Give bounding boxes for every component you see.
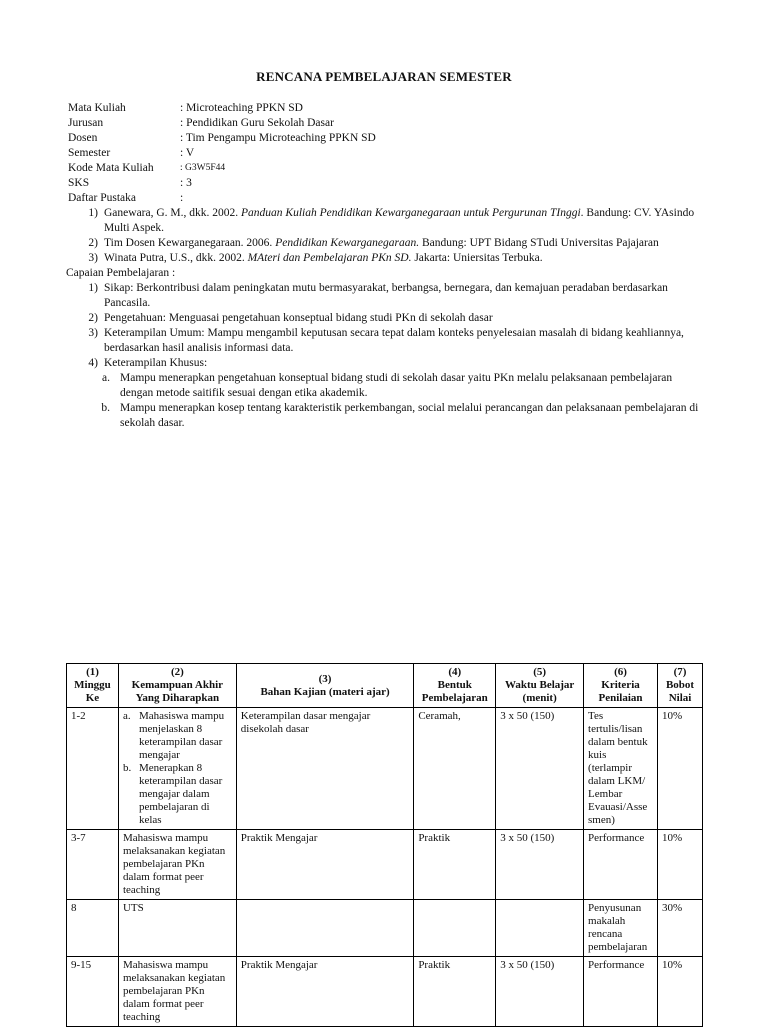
cell-kemampuan: Mahasiswa mampu melaksanakan kegiatan pembelajaran PKn dalam format peer teaching: [118, 957, 236, 1027]
list-letter: b.: [122, 762, 132, 774]
reference-list: [68, 206, 708, 266]
capaian-text: Keterampilan Umum: Mampu mengambil keputusan secara tepat dalam konteks penyelesaian masalah di bidang keahliannya, berdasarkan hasil analisis informasi data.: [104, 327, 684, 354]
cell-bentuk: Ceramah,: [414, 708, 496, 830]
cell-bahan: [236, 900, 414, 957]
course-info: [68, 101, 708, 431]
cell-bahan: Praktik Mengajar: [236, 830, 414, 900]
cell-kriteria: Penyusunan makalah rencana pembelajaran: [584, 900, 658, 957]
info-row: [68, 161, 708, 176]
cell-minggu: 3-7: [67, 830, 119, 900]
column-header: (4) Bentuk Pembelajaran: [414, 664, 496, 708]
column-header: (1) Minggu Ke: [67, 664, 119, 708]
cell-bobot: 10%: [658, 708, 703, 830]
reference-item: [68, 236, 708, 251]
info-row: [68, 191, 708, 206]
reference-text: [104, 251, 708, 266]
info-label: Dosen: [68, 132, 98, 144]
reference-text: [104, 236, 708, 251]
reference-book-title: MAteri dan Pembelajaran PKn SD.: [247, 252, 412, 264]
cell-bobot: 10%: [658, 830, 703, 900]
column-header: (2) Kemampuan Akhir Yang Diharapkan: [118, 664, 236, 708]
capaian-text: Pengetahuan: Menguasai pengetahuan konseptual bidang studi PKn di sekolah dasar: [104, 312, 493, 324]
table-header-row: [67, 664, 703, 708]
column-header: (7) Bobot Nilai: [658, 664, 703, 708]
cell-kemampuan: UTS: [118, 900, 236, 957]
list-number: 2): [88, 237, 98, 249]
cell-kriteria: Performance: [584, 830, 658, 900]
khusus-text: Mampu menerapkan kosep tentang karakteristik perkembangan, social melalui perancangan dan pelaksanaan pembelajaran di sekolah dasar.: [120, 402, 699, 429]
reference-publisher: Jakarta: Uniersitas Terbuka.: [411, 252, 543, 264]
kemampuan-text: Mahasiswa mampu menjelaskan 8 keterampilan dasar mengajar: [138, 710, 225, 761]
list-letter: a.: [102, 372, 110, 384]
capaian-item: [68, 356, 708, 371]
info-value: : Pendidikan Guru Sekolah Dasar: [180, 117, 334, 129]
capaian-item: [68, 281, 708, 311]
cell-waktu: 3 x 50 (150): [496, 957, 584, 1027]
info-row: [68, 176, 708, 191]
reference-publisher: Bandung: UPT Bidang STudi Universitas Pajajaran: [419, 237, 659, 249]
list-number: 1): [88, 207, 98, 219]
table-row: [67, 957, 703, 1027]
reference-item: [68, 206, 708, 236]
cell-bentuk: Praktik: [414, 957, 496, 1027]
column-header: (6) Kriteria Penilaian: [584, 664, 658, 708]
reference-text: [104, 206, 708, 236]
info-row: [68, 116, 708, 131]
rps-table: [66, 663, 703, 1027]
cell-minggu: 1-2: [67, 708, 119, 830]
list-number: 1): [88, 282, 98, 294]
reference-author: Winata Putra, U.S., dkk. 2002.: [104, 252, 248, 264]
capaian-text: Keterampilan Khusus:: [104, 357, 208, 369]
info-value: : Microteaching PPKN SD: [180, 102, 303, 114]
list-number: 4): [88, 357, 98, 369]
capaian-text: Sikap: Berkontribusi dalam peningkatan mutu bermasyarakat, berbangsa, bernegara, dan kemajuan peradaban berdasarkan Pancasila.: [104, 282, 668, 309]
info-value: : V: [180, 147, 195, 159]
list-letter: a.: [122, 710, 131, 722]
info-value: : 3: [180, 177, 192, 189]
document-title: RENCANA PEMBELAJARAN SEMESTER: [256, 69, 512, 84]
reference-author: Tim Dosen Kewarganegaraan. 2006.: [104, 237, 276, 249]
kemampuan-text: Menerapkan 8 keterampilan dasar mengajar dalam pembelajaran di kelas: [138, 762, 223, 826]
info-value: : G3W5F44: [180, 163, 226, 173]
reference-item: [68, 251, 708, 266]
capaian-item: [68, 311, 708, 326]
cell-kemampuan: Mahasiswa mampu melaksanakan kegiatan pembelajaran PKn dalam format peer teaching: [118, 830, 236, 900]
cell-bobot: 10%: [658, 957, 703, 1027]
cell-kemampuan: [118, 708, 236, 830]
info-row: [68, 131, 708, 146]
cell-waktu: 3 x 50 (150): [496, 708, 584, 830]
info-value: : Tim Pengampu Microteaching PPKN SD: [180, 132, 376, 144]
list-number: 2): [88, 312, 98, 324]
info-row: [68, 146, 708, 161]
khusus-text: Mampu menerapkan pengetahuan konseptual bidang studi di sekolah dasar yaitu PKn melalu pelaksanaan pembelajaran dengan metode saitifik sesuai dengan etika akademik.: [120, 372, 673, 399]
list-letter: b.: [101, 402, 110, 414]
list-number: 3): [88, 252, 98, 264]
reference-author: Ganewara, G. M., dkk. 2002.: [104, 207, 242, 219]
cell-waktu: [496, 900, 584, 957]
info-label: SKS: [68, 177, 90, 189]
reference-book-title: Pendidikan Kewarganegaraan.: [275, 237, 420, 249]
info-label: Daftar Pustaka: [68, 192, 137, 204]
column-header: (3) Bahan Kajian (materi ajar): [236, 664, 414, 708]
table-row: [67, 830, 703, 900]
cell-waktu: 3 x 50 (150): [496, 830, 584, 900]
cell-minggu: 9-15: [67, 957, 119, 1027]
capaian-list: [68, 281, 708, 371]
table-row: [67, 900, 703, 957]
capaian-item: [68, 326, 708, 356]
table-row: [67, 708, 703, 830]
info-label: Jurusan: [68, 117, 104, 129]
info-label: Mata Kuliah: [68, 102, 126, 114]
kemampuan-list: [123, 710, 232, 827]
cell-kriteria: Tes tertulis/lisan dalam bentuk kuis (terlampir dalam LKM/ Lembar Evauasi/Asse smen): [584, 708, 658, 830]
kemampuan-item: [123, 710, 232, 762]
cell-bahan: Praktik Mengajar: [236, 957, 414, 1027]
cell-bentuk: [414, 900, 496, 957]
khusus-item: [68, 401, 708, 431]
info-row: [68, 101, 708, 116]
cell-bahan: Keterampilan dasar mengajar disekolah dasar: [236, 708, 414, 830]
kemampuan-item: [123, 762, 232, 827]
cell-kriteria: Performance: [584, 957, 658, 1027]
reference-book-title: Panduan Kuliah Pendidikan Kewarganegaraan untuk Pergurunan TInggi: [241, 207, 581, 219]
capaian-heading: Capaian Pembelajaran :: [66, 267, 176, 279]
reference-publisher: . Bandung: CV. YAsindo Multi Aspek.: [104, 207, 695, 234]
keterampilan-khusus-list: [68, 371, 708, 431]
info-label: Kode Mata Kuliah: [68, 162, 154, 174]
column-header: (5) Waktu Belajar (menit): [496, 664, 584, 708]
cell-bentuk: Praktik: [414, 830, 496, 900]
khusus-item: [68, 371, 708, 401]
info-label: Semester: [68, 147, 111, 159]
list-number: 3): [88, 327, 98, 339]
info-value: :: [180, 192, 184, 204]
cell-bobot: 30%: [658, 900, 703, 957]
cell-minggu: 8: [67, 900, 119, 957]
